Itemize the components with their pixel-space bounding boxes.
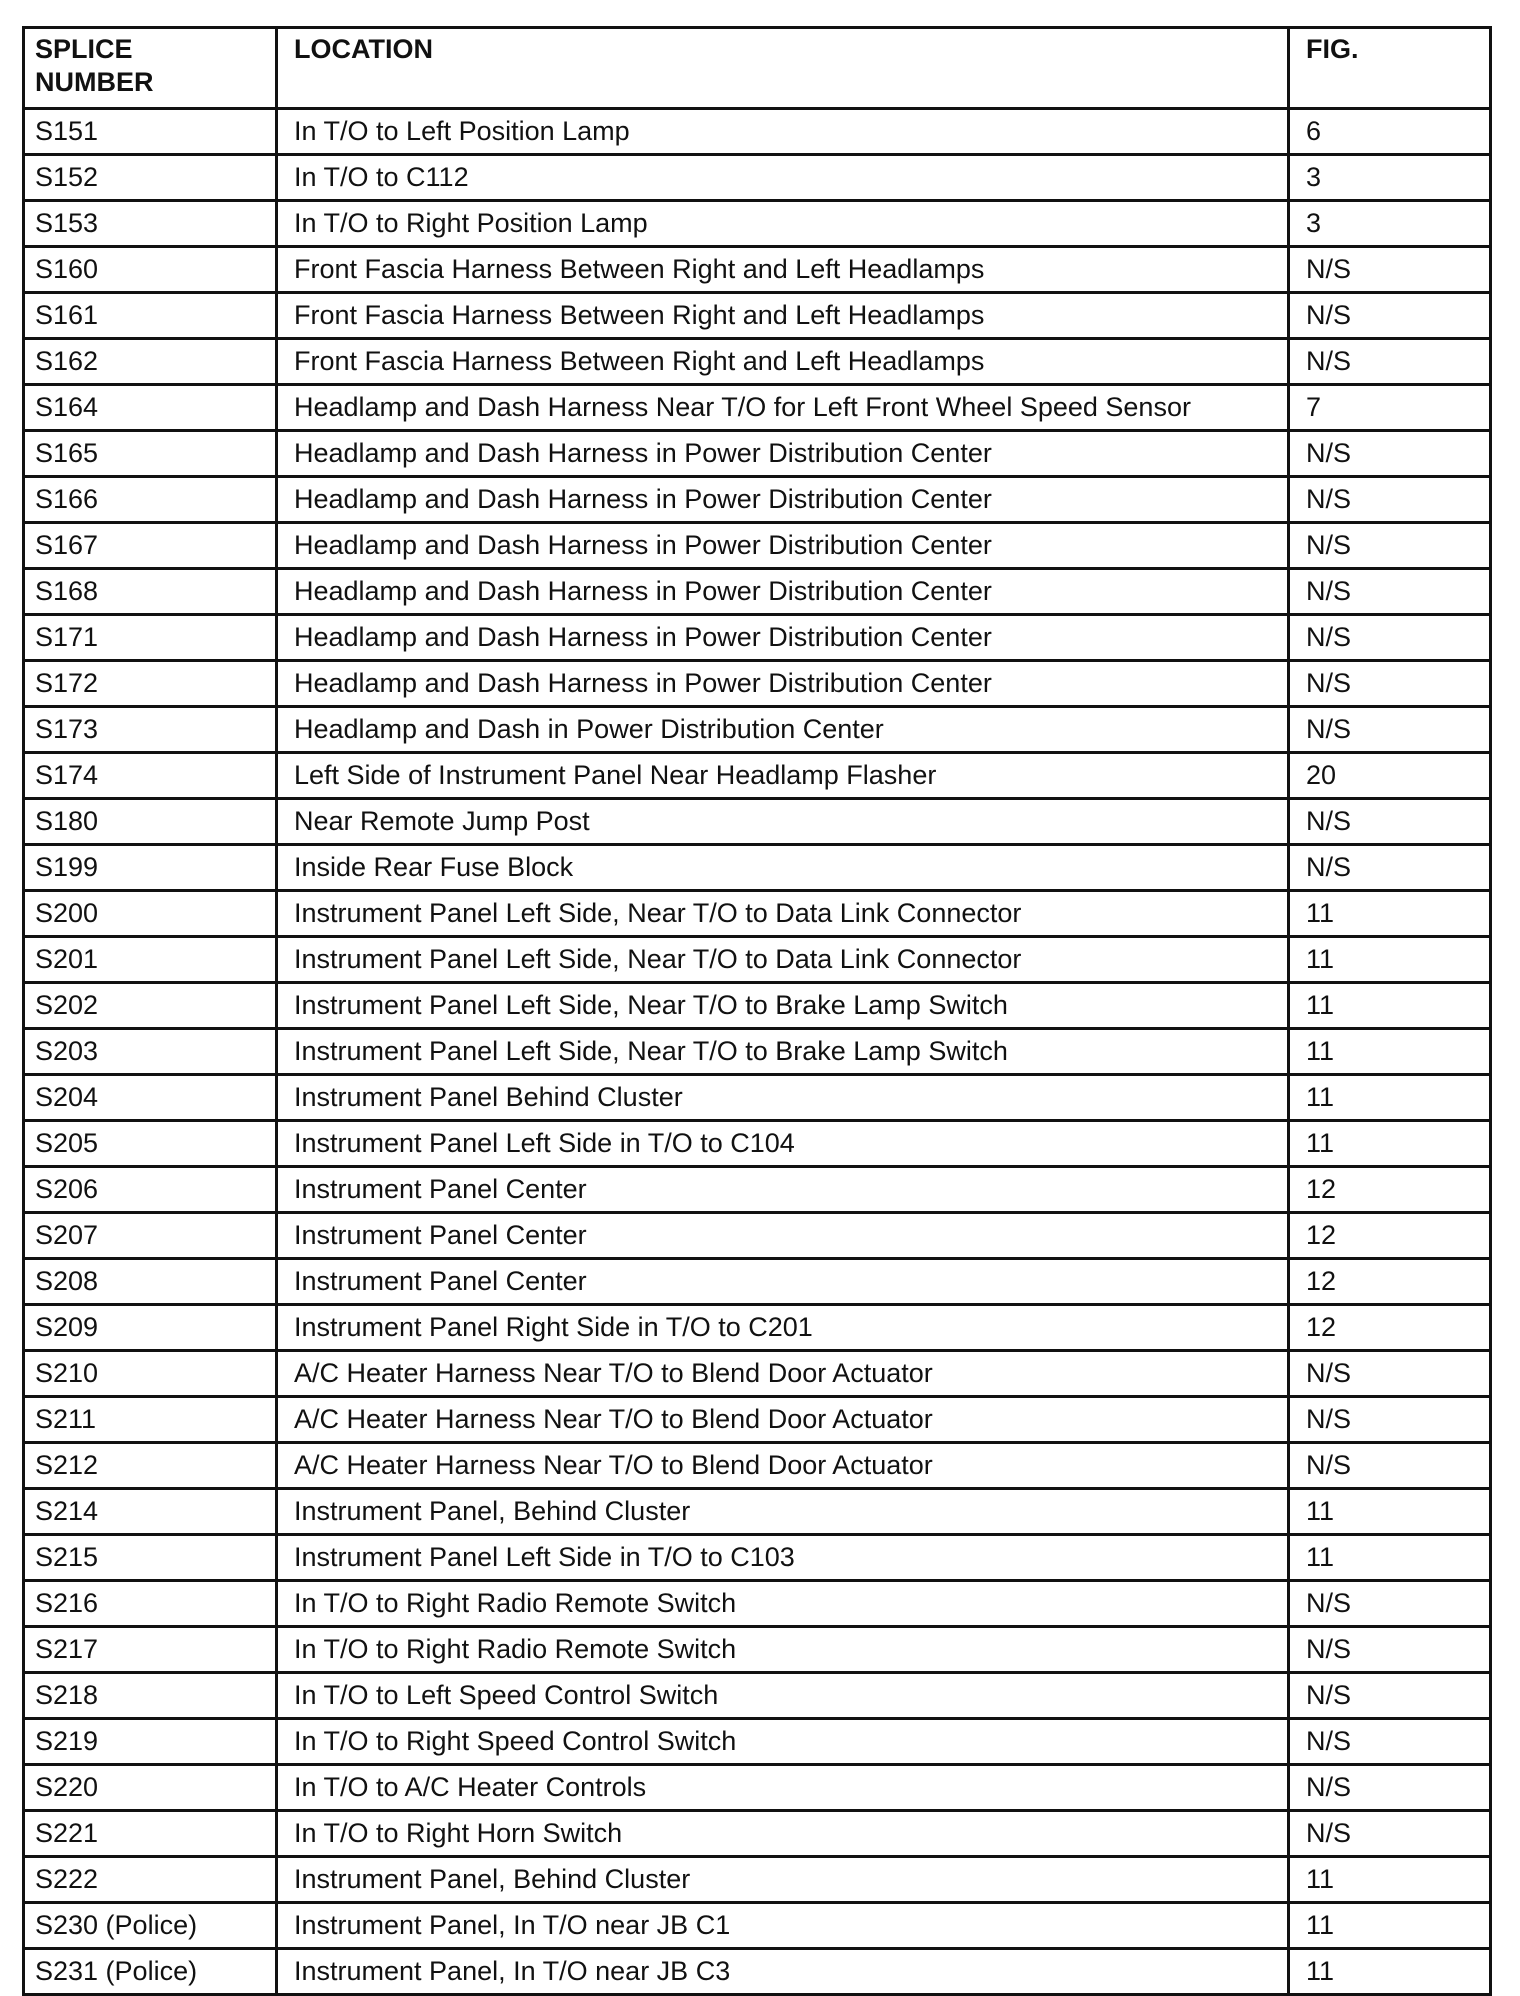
fig-cell: 6	[1289, 109, 1491, 155]
table-row	[24, 1443, 1491, 1489]
table-row	[24, 1029, 1491, 1075]
location-cell: Headlamp and Dash Harness in Power Distribution Center	[277, 569, 1289, 615]
table-row	[24, 615, 1491, 661]
table-row	[24, 1213, 1491, 1259]
fig-cell: N/S	[1289, 569, 1491, 615]
location-cell: Headlamp and Dash Harness in Power Distribution Center	[277, 477, 1289, 523]
table-row	[24, 1397, 1491, 1443]
splice-number-cell: S208	[24, 1259, 277, 1305]
splice-number-cell: S151	[24, 109, 277, 155]
splice-number-cell: S201	[24, 937, 277, 983]
location-cell: In T/O to Left Position Lamp	[277, 109, 1289, 155]
table-row	[24, 477, 1491, 523]
table-row	[24, 1949, 1491, 1995]
fig-cell: 11	[1289, 983, 1491, 1029]
location-cell: In T/O to Right Horn Switch	[277, 1811, 1289, 1857]
table-row	[24, 1075, 1491, 1121]
location-cell: A/C Heater Harness Near T/O to Blend Door Actuator	[277, 1397, 1289, 1443]
location-cell: Instrument Panel Right Side in T/O to C201	[277, 1305, 1289, 1351]
header-location: LOCATION	[277, 28, 1289, 109]
table-row	[24, 1305, 1491, 1351]
splice-number-cell: S167	[24, 523, 277, 569]
table-row	[24, 155, 1491, 201]
splice-number-cell: S173	[24, 707, 277, 753]
splice-number-cell: S222	[24, 1857, 277, 1903]
header-splice-line1: SPLICE	[35, 34, 133, 64]
location-cell: In T/O to Right Radio Remote Switch	[277, 1581, 1289, 1627]
table-row	[24, 385, 1491, 431]
fig-cell: N/S	[1289, 707, 1491, 753]
location-cell: Headlamp and Dash Harness in Power Distribution Center	[277, 523, 1289, 569]
fig-cell: N/S	[1289, 799, 1491, 845]
fig-cell: N/S	[1289, 431, 1491, 477]
splice-number-cell: S207	[24, 1213, 277, 1259]
splice-number-cell: S153	[24, 201, 277, 247]
location-cell: Instrument Panel Left Side, Near T/O to Data Link Connector	[277, 891, 1289, 937]
table-header	[24, 28, 1491, 109]
location-cell: In T/O to Right Speed Control Switch	[277, 1719, 1289, 1765]
fig-cell: N/S	[1289, 1719, 1491, 1765]
splice-number-cell: S204	[24, 1075, 277, 1121]
table-row	[24, 1627, 1491, 1673]
table-row	[24, 1719, 1491, 1765]
location-cell: Instrument Panel Left Side, Near T/O to Brake Lamp Switch	[277, 1029, 1289, 1075]
fig-cell: 20	[1289, 753, 1491, 799]
splice-number-cell: S202	[24, 983, 277, 1029]
table-row	[24, 201, 1491, 247]
splice-number-cell: S216	[24, 1581, 277, 1627]
fig-cell: 11	[1289, 891, 1491, 937]
fig-cell: N/S	[1289, 477, 1491, 523]
location-cell: Front Fascia Harness Between Right and Left Headlamps	[277, 339, 1289, 385]
fig-cell: 11	[1289, 1903, 1491, 1949]
table-row	[24, 523, 1491, 569]
table-row	[24, 707, 1491, 753]
table-row	[24, 339, 1491, 385]
splice-number-cell: S211	[24, 1397, 277, 1443]
table-row	[24, 799, 1491, 845]
fig-cell: N/S	[1289, 339, 1491, 385]
table-row	[24, 1535, 1491, 1581]
fig-cell: 3	[1289, 155, 1491, 201]
fig-cell: 11	[1289, 937, 1491, 983]
fig-cell: N/S	[1289, 523, 1491, 569]
location-cell: Instrument Panel Left Side, Near T/O to Brake Lamp Switch	[277, 983, 1289, 1029]
table-row	[24, 1259, 1491, 1305]
splice-number-cell: S180	[24, 799, 277, 845]
splice-number-cell: S205	[24, 1121, 277, 1167]
splice-number-cell: S165	[24, 431, 277, 477]
table-row	[24, 753, 1491, 799]
header-fig: FIG.	[1289, 28, 1491, 109]
splice-number-cell: S200	[24, 891, 277, 937]
table-row	[24, 1167, 1491, 1213]
location-cell: Headlamp and Dash Harness Near T/O for Left Front Wheel Speed Sensor	[277, 385, 1289, 431]
table-row	[24, 293, 1491, 339]
fig-cell: N/S	[1289, 1397, 1491, 1443]
fig-cell: N/S	[1289, 247, 1491, 293]
fig-cell: N/S	[1289, 1765, 1491, 1811]
fig-cell: N/S	[1289, 1811, 1491, 1857]
fig-cell: 11	[1289, 1029, 1491, 1075]
splice-number-cell: S209	[24, 1305, 277, 1351]
splice-number-cell: S220	[24, 1765, 277, 1811]
location-cell: Headlamp and Dash in Power Distribution Center	[277, 707, 1289, 753]
table-row	[24, 1581, 1491, 1627]
splice-number-cell: S218	[24, 1673, 277, 1719]
table-row	[24, 1489, 1491, 1535]
location-cell: Instrument Panel, In T/O near JB C1	[277, 1903, 1289, 1949]
splice-table	[22, 26, 1492, 1996]
fig-cell: N/S	[1289, 615, 1491, 661]
table-row	[24, 1765, 1491, 1811]
table-row	[24, 247, 1491, 293]
location-cell: In T/O to C112	[277, 155, 1289, 201]
splice-number-cell: S160	[24, 247, 277, 293]
location-cell: In T/O to Left Speed Control Switch	[277, 1673, 1289, 1719]
fig-cell: N/S	[1289, 661, 1491, 707]
location-cell: Instrument Panel, In T/O near JB C3	[277, 1949, 1289, 1995]
splice-number-cell: S161	[24, 293, 277, 339]
fig-cell: 11	[1289, 1949, 1491, 1995]
location-cell: Instrument Panel Left Side in T/O to C104	[277, 1121, 1289, 1167]
location-cell: In T/O to Right Radio Remote Switch	[277, 1627, 1289, 1673]
fig-cell: N/S	[1289, 1581, 1491, 1627]
location-cell: Instrument Panel Center	[277, 1167, 1289, 1213]
splice-number-cell: S203	[24, 1029, 277, 1075]
location-cell: Headlamp and Dash Harness in Power Distribution Center	[277, 615, 1289, 661]
fig-cell: N/S	[1289, 1627, 1491, 1673]
fig-cell: 12	[1289, 1213, 1491, 1259]
location-cell: Front Fascia Harness Between Right and Left Headlamps	[277, 293, 1289, 339]
location-cell: In T/O to A/C Heater Controls	[277, 1765, 1289, 1811]
splice-number-cell: S217	[24, 1627, 277, 1673]
fig-cell: N/S	[1289, 293, 1491, 339]
location-cell: Near Remote Jump Post	[277, 799, 1289, 845]
splice-number-cell: S199	[24, 845, 277, 891]
table-row	[24, 431, 1491, 477]
location-cell: Instrument Panel Center	[277, 1213, 1289, 1259]
splice-number-cell: S162	[24, 339, 277, 385]
location-cell: Headlamp and Dash Harness in Power Distribution Center	[277, 431, 1289, 477]
fig-cell: 12	[1289, 1259, 1491, 1305]
table-row	[24, 891, 1491, 937]
location-cell: A/C Heater Harness Near T/O to Blend Door Actuator	[277, 1351, 1289, 1397]
table-row	[24, 1857, 1491, 1903]
fig-cell: 11	[1289, 1489, 1491, 1535]
location-cell: Instrument Panel Left Side, Near T/O to Data Link Connector	[277, 937, 1289, 983]
location-cell: A/C Heater Harness Near T/O to Blend Door Actuator	[277, 1443, 1289, 1489]
location-cell: Instrument Panel Behind Cluster	[277, 1075, 1289, 1121]
location-cell: In T/O to Right Position Lamp	[277, 201, 1289, 247]
fig-cell: 11	[1289, 1857, 1491, 1903]
fig-cell: 7	[1289, 385, 1491, 431]
location-cell: Headlamp and Dash Harness in Power Distribution Center	[277, 661, 1289, 707]
table-row	[24, 1121, 1491, 1167]
fig-cell: 11	[1289, 1075, 1491, 1121]
table-row	[24, 1351, 1491, 1397]
splice-number-cell: S168	[24, 569, 277, 615]
splice-number-cell: S166	[24, 477, 277, 523]
splice-number-cell: S212	[24, 1443, 277, 1489]
splice-table-container	[22, 26, 1489, 1996]
fig-cell: 11	[1289, 1121, 1491, 1167]
splice-number-cell: S164	[24, 385, 277, 431]
splice-number-cell: S219	[24, 1719, 277, 1765]
header-row	[24, 28, 1491, 109]
table-row	[24, 983, 1491, 1029]
location-cell: Front Fascia Harness Between Right and Left Headlamps	[277, 247, 1289, 293]
fig-cell: N/S	[1289, 1351, 1491, 1397]
fig-cell: 12	[1289, 1305, 1491, 1351]
header-splice-line2: NUMBER	[35, 67, 154, 97]
splice-number-cell: S174	[24, 753, 277, 799]
fig-cell: N/S	[1289, 845, 1491, 891]
location-cell: Instrument Panel Center	[277, 1259, 1289, 1305]
location-cell: Inside Rear Fuse Block	[277, 845, 1289, 891]
table-body	[24, 109, 1491, 1995]
splice-number-cell: S206	[24, 1167, 277, 1213]
splice-number-cell: S171	[24, 615, 277, 661]
fig-cell: 11	[1289, 1535, 1491, 1581]
location-cell: Left Side of Instrument Panel Near Headlamp Flasher	[277, 753, 1289, 799]
splice-number-cell: S152	[24, 155, 277, 201]
splice-number-cell: S231 (Police)	[24, 1949, 277, 1995]
table-row	[24, 661, 1491, 707]
table-row	[24, 109, 1491, 155]
location-cell: Instrument Panel, Behind Cluster	[277, 1857, 1289, 1903]
fig-cell: N/S	[1289, 1443, 1491, 1489]
splice-number-cell: S210	[24, 1351, 277, 1397]
table-row	[24, 845, 1491, 891]
table-row	[24, 569, 1491, 615]
splice-number-cell: S230 (Police)	[24, 1903, 277, 1949]
splice-number-cell: S215	[24, 1535, 277, 1581]
location-cell: Instrument Panel, Behind Cluster	[277, 1489, 1289, 1535]
table-row	[24, 1811, 1491, 1857]
splice-number-cell: S172	[24, 661, 277, 707]
table-row	[24, 937, 1491, 983]
header-splice-number	[24, 28, 277, 109]
fig-cell: 3	[1289, 201, 1491, 247]
fig-cell: N/S	[1289, 1673, 1491, 1719]
fig-cell: 12	[1289, 1167, 1491, 1213]
table-row	[24, 1903, 1491, 1949]
splice-number-cell: S221	[24, 1811, 277, 1857]
splice-number-cell: S214	[24, 1489, 277, 1535]
location-cell: Instrument Panel Left Side in T/O to C103	[277, 1535, 1289, 1581]
table-row	[24, 1673, 1491, 1719]
